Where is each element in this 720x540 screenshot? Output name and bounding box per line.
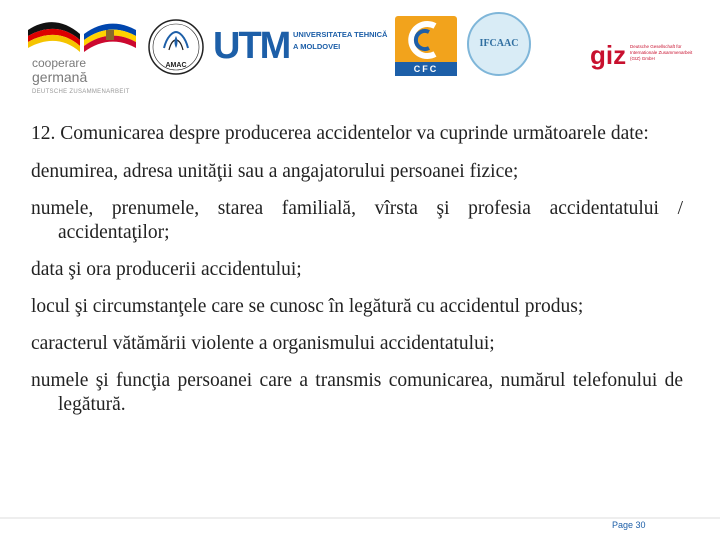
giz-description: Deutsche Gesellschaft für Internationale Zusammenarbeit (GIZ) GmbH [630, 44, 693, 61]
paragraph-item: caracterul vătămării violente a organismului accidentatului; [31, 333, 495, 354]
cfc-label: CFC [395, 62, 457, 76]
utm-logo [213, 22, 388, 70]
footer-divider [0, 517, 720, 519]
paragraph-intro: 12. Comunicarea despre producerea accidentelor va cuprinde următoarele date: [31, 123, 649, 144]
logo-bar [0, 0, 720, 100]
german-moldovan-flags-icon [26, 16, 138, 60]
amac-label: AMAC [165, 62, 187, 69]
paragraph-item: numele, prenumele, starea familială, vîrsta şi profesia accidentatului / accidentaţilor; [31, 198, 683, 243]
content-body [31, 122, 683, 430]
deutsche-zusammenarbeit-text: DEUTSCHE ZUSAMMENARBEIT [32, 89, 130, 95]
cooperare-germana-logo [22, 12, 142, 94]
paragraph-item: locul şi circumstanţele care se cunosc în legătură cu accidentul produs; [31, 296, 584, 317]
giz-logo [590, 40, 700, 80]
ifcaac-label: IFCAAC [479, 38, 519, 49]
cooperare-text: cooperare [32, 56, 87, 70]
paragraph-item: denumirea, adresa unităţii sau a angajatorului persoanei fizice; [31, 161, 519, 182]
cfc-ifcaac-logo [395, 8, 535, 84]
giz-mark: giz [590, 40, 627, 70]
amac-logo [147, 18, 205, 76]
paragraph-item: numele şi funcţia persoanei care a transmis comunicarea, numărul telefonului de legătură. [31, 370, 683, 415]
utm-line1: UNIVERSITATEA TEHNICĂ [293, 30, 388, 39]
page-number: Page 30 [612, 520, 646, 530]
germana-text: germană [32, 69, 88, 85]
utm-line2: A MOLDOVEI [293, 42, 341, 51]
cfc-emblem-icon [395, 16, 457, 64]
ifcaac-emblem [467, 12, 531, 76]
paragraph-item: data şi ora producerii accidentului; [31, 259, 302, 280]
utm-letters: UTM [213, 25, 290, 67]
